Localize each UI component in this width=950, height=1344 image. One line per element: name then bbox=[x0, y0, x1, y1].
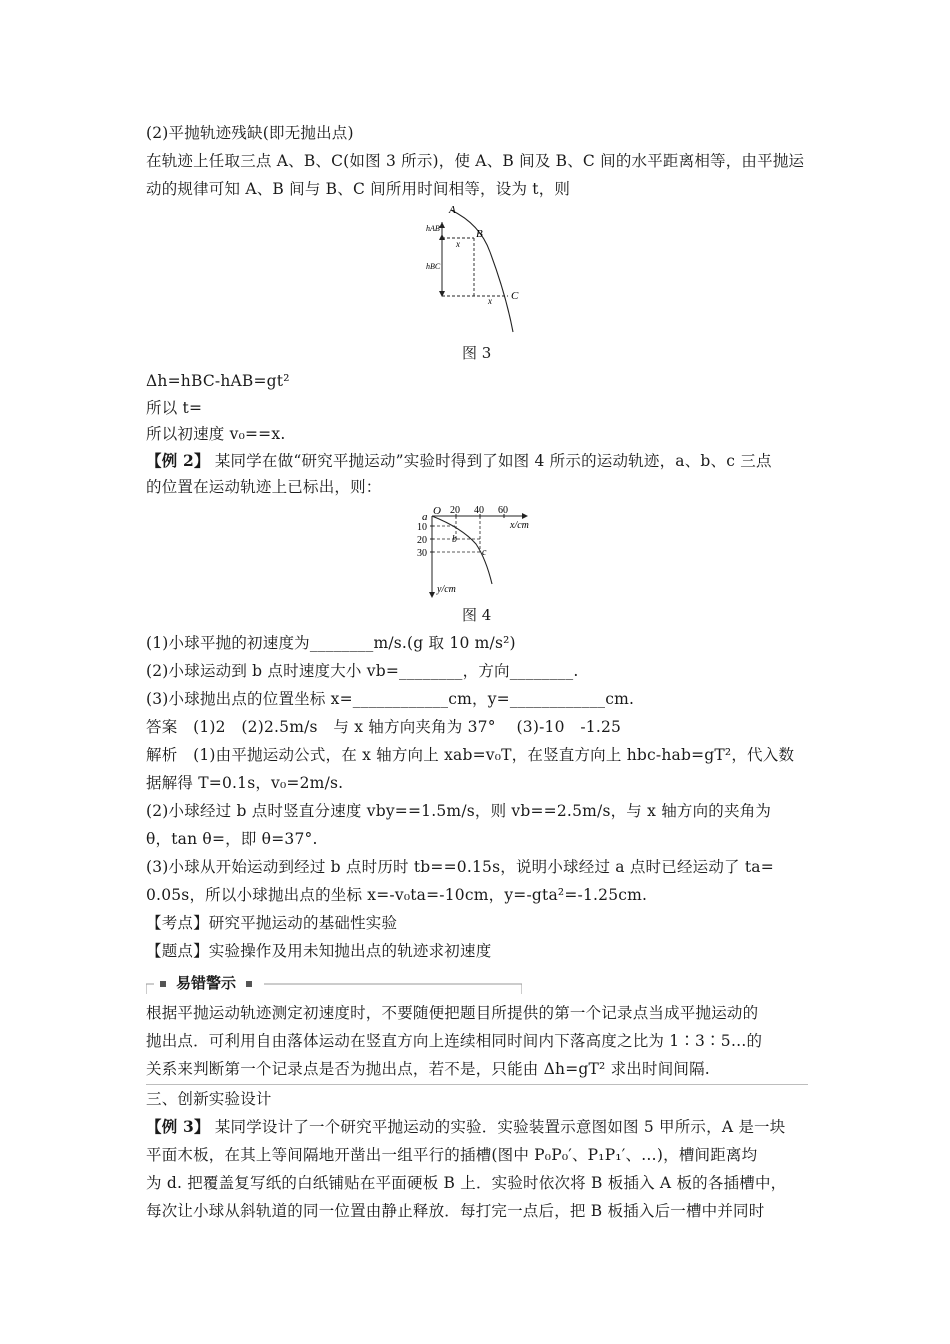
figure-3-caption: 图 3 bbox=[462, 344, 492, 362]
solution-line: θ，tan θ=，即 θ=37°. bbox=[146, 830, 318, 848]
warning-bottom-rule bbox=[146, 1084, 808, 1085]
tidian-line: 【题点】实验操作及用未知抛出点的轨迹求初速度 bbox=[146, 942, 492, 960]
example-3-line bbox=[146, 1116, 785, 1138]
example-text: 某同学设计了一个研究平抛运动的实验．实验装置示意图如图 5 甲所示，A 是一块 bbox=[209, 1118, 786, 1136]
fig3-label-x1: x bbox=[456, 239, 460, 249]
warning-line: 关系来判断第一个记录点是否为抛出点，若不是，只能由 Δh=gT² 求出时间间隔. bbox=[146, 1060, 710, 1078]
figure-4-trajectory-grid bbox=[414, 504, 554, 600]
paragraph-line: 在轨迹上任取三点 A、B、C(如图 3 所示)，使 A、B 间及 B、C 间的水平距离相等，由平抛运 bbox=[146, 152, 805, 170]
fig4-tick-40: 40 bbox=[474, 505, 484, 516]
kaodian-line: 【考点】研究平抛运动的基础性实验 bbox=[146, 914, 398, 932]
section-heading-2: (2)平抛轨迹残缺(即无抛出点) bbox=[146, 124, 354, 142]
fig4-tick-20: 20 bbox=[450, 505, 460, 516]
fig4-label-c: c bbox=[482, 547, 487, 558]
equation-line: 所以初速度 v₀==x. bbox=[146, 425, 286, 443]
section-heading-3: 三、创新实验设计 bbox=[146, 1090, 272, 1108]
fig4-tick-y20: 20 bbox=[417, 535, 427, 546]
solution-line: 据解得 T=0.1s，v₀=2m/s. bbox=[146, 774, 344, 792]
fig4-label-b: b bbox=[452, 534, 457, 545]
example-tag: 【例 2】 bbox=[146, 451, 210, 470]
fig4-label-a: a bbox=[422, 511, 428, 523]
paragraph-line: 的位置在运动轨迹上已标出，则： bbox=[146, 478, 382, 496]
fig3-label-C: C bbox=[511, 290, 519, 302]
fig3-label-hbc: hBC bbox=[426, 262, 441, 271]
paragraph-line: 平面木板，在其上等间隔地开凿出一组平行的插槽(图中 P₀P₀′、P₁P₁′、…)，槽间距离均 bbox=[146, 1146, 758, 1164]
solution-line: 解析 (1)由平抛运动公式，在 x 轴方向上 xab=v₀T，在竖直方向上 hbc-hab=gT²，代入数 bbox=[146, 746, 795, 764]
warning-line: 抛出点．可利用自由落体运动在竖直方向上连续相同时间内下落高度之比为 1∶3∶5…的 bbox=[146, 1032, 763, 1050]
fig3-label-x2: x bbox=[488, 296, 492, 306]
question-1: (1)小球平抛的初速度为________m/s.(g 取 10 m/s²) bbox=[146, 634, 516, 652]
equation-line: Δh=hBC-hAB=gt² bbox=[146, 372, 290, 390]
example-text: 某同学在做“研究平抛运动”实验时得到了如图 4 所示的运动轨迹，a、b、c 三点 bbox=[209, 452, 772, 470]
warning-line: 根据平抛运动轨迹测定初速度时，不要随便把题目所提供的第一个记录点当成平抛运动的 bbox=[146, 1004, 759, 1022]
solution-line: (2)小球经过 b 点时竖直分速度 vby==1.5m/s，则 vb==2.5m/s，与 x 轴方向的夹角为 bbox=[146, 802, 772, 820]
warning-title: 易错警示 bbox=[176, 974, 237, 992]
fig4-tick-60: 60 bbox=[498, 505, 508, 516]
answer-line: 答案 (1)2 (2)2.5m/s 与 x 轴方向夹角为 37° (3)-10 -1.25 bbox=[146, 718, 622, 736]
fig4-tick-y30: 30 bbox=[417, 548, 427, 559]
fig4-tick-y10: 10 bbox=[417, 522, 427, 533]
solution-line: (3)小球从开始运动到经过 b 点时历时 tb==0.15s，说明小球经过 a 点时已经运动了 ta= bbox=[146, 858, 774, 876]
question-3: (3)小球抛出点的位置坐标 x=____________cm，y=____________cm. bbox=[146, 690, 635, 708]
equation-line: 所以 t= bbox=[146, 399, 203, 417]
fig4-x-axis-label: x/cm bbox=[510, 520, 529, 531]
question-2: (2)小球运动到 b 点时速度大小 vb=________，方向________. bbox=[146, 662, 579, 680]
example-2-line bbox=[146, 450, 772, 472]
fig4-y-axis-label: y/cm bbox=[437, 584, 456, 595]
fig3-label-A: A bbox=[449, 204, 456, 216]
paragraph-line: 为 d. 把覆盖复写纸的白纸铺贴在平面硬板 B 上．实验时依次将 B 板插入 A 板的各插槽中， bbox=[146, 1174, 787, 1192]
fig3-label-B: B bbox=[476, 228, 483, 240]
paragraph-line: 动的规律可知 A、B 间与 B、C 间所用时间相等，设为 t，则 bbox=[146, 180, 571, 198]
figure-3-trajectory bbox=[418, 200, 528, 335]
example-tag: 【例 3】 bbox=[146, 1117, 210, 1136]
paragraph-line: 每次让小球从斜轨道的同一位置由静止释放．每打完一点后，把 B 板插入后一槽中并同时 bbox=[146, 1202, 765, 1220]
fig3-label-hab: hAB bbox=[426, 224, 440, 233]
fig4-label-O: O bbox=[433, 505, 441, 517]
solution-line: 0.05s，所以小球抛出点的坐标 x=-v₀ta=-10cm，y=-gta²=-1.25cm. bbox=[146, 886, 648, 904]
figure-4-caption: 图 4 bbox=[462, 606, 492, 624]
